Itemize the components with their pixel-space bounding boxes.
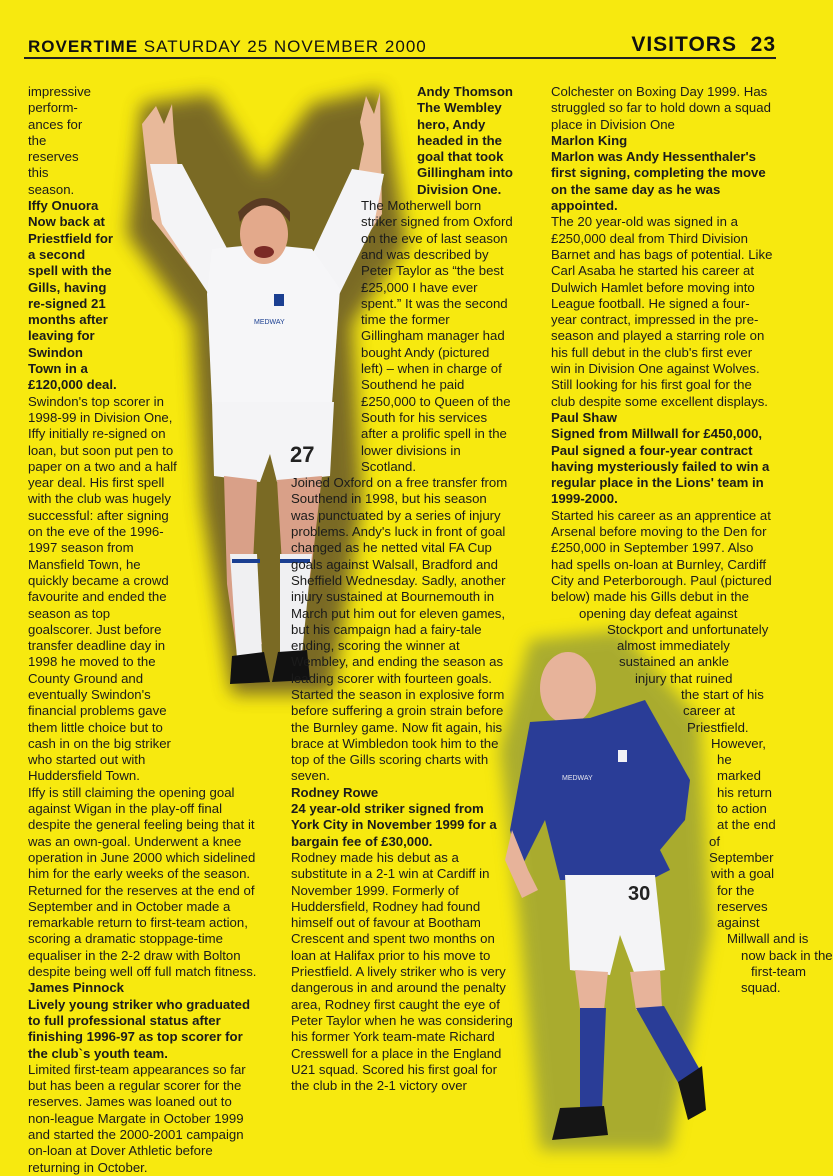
column-3 — [551, 84, 833, 997]
shaw-p2-line: opening day defeat against — [579, 605, 738, 621]
onuora-p1: Swindon's top scorer in 1998-99 in Division One, Iffy initially re-signed on loan, but soon put pen to paper on a two and a half year deal. His first spell with the club was hugely successful: after signing on the eve of the 1996-1997 season from Mansfield Town, he quickly became a crowd favourite and ended the season as top goalscorer. Just before transfer deadline day in 1998 he moved to the County Ground and eventually Swindon's financial problems gave them little choice but to cash in on the big striker who started out with Huddersfield Town. — [28, 393, 177, 784]
shaw-p2-line: almost immediately — [617, 638, 730, 654]
shaw-p2 — [551, 605, 833, 997]
column-2 — [291, 84, 513, 1094]
heading-andy-thomson: Andy Thomson — [417, 84, 513, 99]
page-header — [0, 0, 800, 58]
rowe-p1: Rodney made his debut as a substitute in a 2-1 win at Cardiff in November 1999. Formerly of Huddersfield, Rodney had found himself out of favour at Bootham Crescent and spent two months on loan at Halifax prior to his move to Priestfield. A lively striker who is very dangerous in and around the penalty area, Rodney first caught the eye of Peter Taylor when he was considering his former York team-mate Richard Cresswell for a place in the England U21 squad. Scored his first goal for the club in the 2-1 victory over — [291, 849, 513, 1094]
shaw-p2-line: career at — [683, 703, 736, 719]
shaw-p2-line: the start of his — [681, 686, 764, 702]
shaw-lead: Signed from Millwall for £450,000, Paul signed a four-year contract having mysteriously failed to win a regular place in the Lions' team in 1999-2000. — [551, 426, 770, 507]
thomson-lead: The Wembley hero, Andy headed in the goal that took Gillingham into Division One. — [417, 100, 513, 197]
column-1 — [28, 84, 260, 1176]
shaw-p2-line: However, — [711, 735, 766, 751]
onuora-p2: Iffy is still claiming the opening goal against Wigan in the play-off final despite the general feeling being that it was an own-goal. Underwent a knee operation in June 2000 which sidelined him for the early weeks of the season. — [28, 784, 256, 882]
thomson-p1: The Motherwell born striker signed from Oxford on the eve of last season and was described by Peter Taylor as “the best £25,000 I have ever spent.” It was the second time the former Gillingham manager had bought Andy (pictured left) – when in charge of Southend he paid £250,000 to Queen of the South for his services after a prolific spell in the lower divisions in Scotland. — [361, 198, 513, 474]
header-masthead — [28, 37, 427, 57]
header-section — [631, 33, 776, 57]
heading-iffy-onuora: Iffy Onuora — [28, 198, 99, 214]
onuora-p3: Returned for the reserves at the end of September and in October made a remarkable return to first-team action, scoring a dramatic stoppage-time equaliser in the 2-2 draw with Bolton despite being well off full match fitness. — [28, 882, 257, 980]
shaw-p2-line: his return — [717, 784, 772, 800]
shaw-p2-line: reserves — [717, 898, 768, 914]
shaw-p2-line: now back in the — [741, 947, 833, 963]
shaw-shorts-number: 30 — [628, 883, 651, 905]
thomson-sponsor-small: MEDWAY — [254, 319, 285, 326]
heading-paul-shaw: Paul Shaw — [551, 409, 617, 425]
shaw-p2-line: September — [709, 849, 774, 865]
king-p1: The 20 year-old was signed in a £250,000 deal from Third Division Barnet and has bags of potential. Like Carl Asaba he started his career at Dulwich Hamlet before moving into League football. He signed a four-year contract, impressed in the pre-season and played a starring role on his full debut in the club's first ever win in Division One against Wolves. Still looking for his first goal for the club despite some excellent displays. — [551, 214, 773, 409]
heading-rodney-rowe: Rodney Rowe — [291, 784, 379, 800]
shaw-p2-line: Priestfield. — [687, 719, 749, 735]
shaw-p2-line: first-team — [751, 964, 806, 980]
publication-name: ROVERTIME — [28, 37, 139, 56]
shaw-p2-line: injury that ruined — [635, 670, 733, 686]
shaw-p1: Started his career as an apprentice at Arsenal before moving to the Den for £250,000 in September 1997. Also had spells on-loan at Burnley, Cardiff City and Peterborough. Paul (pictured below) made his Gills debut in the — [551, 507, 772, 605]
heading-marlon-king: Marlon King — [551, 132, 628, 148]
pinnock-p1: Limited first-team appearances so far but has been a regular scorer for the reserves. James was loaned out to non-league Margate in October 1999 and started the 2000-2001 campaign on-loan at Dover Athletic before returning in October. — [28, 1061, 246, 1175]
shaw-p2-line: at the end — [717, 817, 776, 833]
onuora-lead: Now back at Priestfield for a second spell with the Gills, having re-signed 21 months after leaving for Swindon Town in a £120,000 deal. — [28, 214, 117, 393]
shaw-p2-line: squad. — [741, 980, 781, 996]
header-rule — [24, 57, 776, 59]
section-title: VISITORS — [631, 33, 737, 56]
thomson-p2: Joined Oxford on a free transfer from Southend in 1998, but his season was punctuated by a series of injury problems. Andy's luck in front of goal changed as he netted vital FA Cup goals against Walsall, Bradford and Sheffield Wednesday. Sadly, another injury sustained at Bournemouth in March put him out for eleven games, but his campaign had a fairy-tale ending, scoring the winner at Wembley, and ending the season as leading scorer with fourteen goals. Started the season in explosive form before suffering a groin strain before the Burnley game. Now fit again, his brace at Wimbledon took him to the top of the Gills scoring charts with seven. — [291, 475, 508, 784]
pinnock-lead: Lively young striker who graduated to full professional status after finishing 1996-97 as top scorer for the club`s youth team. — [28, 996, 251, 1061]
shaw-p2-line: Stockport and unfortunately — [607, 621, 769, 637]
king-lead: Marlon was Andy Hessenthaler's first signing, completing the move on the same day as he was appointed. — [551, 149, 766, 214]
shaw-p2-line: against — [717, 915, 760, 931]
col1-intro: impressive perform- ances for the reserves this season. — [28, 84, 92, 197]
col3-intro: Colchester on Boxing Day 1999. Has struggled so far to hold down a squad place in Division One — [551, 84, 771, 132]
thomson-crest — [274, 294, 284, 306]
shaw-p2-line: for the — [717, 882, 755, 898]
shaw-p2-line: Millwall and is — [727, 931, 809, 947]
page-number: 23 — [750, 33, 776, 56]
issue-date: SATURDAY 25 NOVEMBER 2000 — [143, 37, 427, 56]
shaw-p2-line: he — [717, 752, 732, 768]
thomson-shorts-number: 27 — [290, 442, 315, 467]
shaw-p2-line: of — [709, 833, 720, 849]
heading-james-pinnock: James Pinnock — [28, 980, 125, 996]
shaw-sponsor-small: MEDWAY — [562, 775, 593, 782]
shaw-p2-line: to action — [717, 801, 767, 817]
shaw-p2-line: marked — [717, 768, 761, 784]
shaw-p2-line: with a goal — [711, 866, 775, 882]
rowe-lead: 24 year-old striker signed from York City in November 1999 for a bargain fee of £30,000. — [291, 801, 497, 849]
shaw-p2-line: sustained an ankle — [619, 654, 729, 670]
